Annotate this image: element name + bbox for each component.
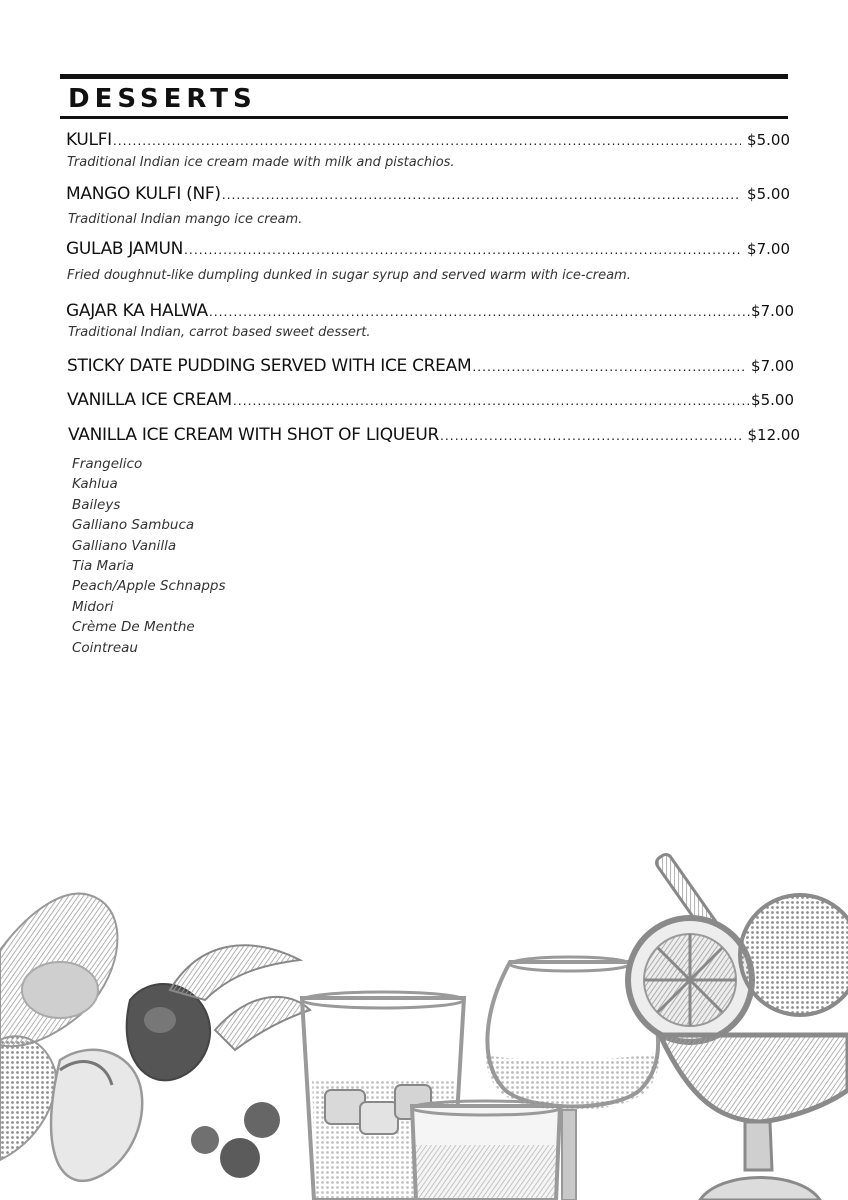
item-price: $7.00 bbox=[751, 302, 794, 320]
dot-leader bbox=[184, 241, 741, 257]
dot-leader bbox=[113, 132, 741, 148]
desserts-drinks-illustration bbox=[0, 840, 848, 1200]
shot-glass-illustration bbox=[412, 1101, 560, 1200]
dot-leader bbox=[209, 303, 751, 319]
liqueur-option: Cointreau bbox=[72, 639, 138, 656]
menu-item-kulfi bbox=[66, 130, 790, 150]
liqueur-option: Peach/Apple Schnapps bbox=[72, 578, 226, 595]
item-price: $5.00 bbox=[751, 391, 794, 409]
liqueur-option: Frangelico bbox=[72, 456, 143, 472]
menu-item-mango-kulfi bbox=[66, 184, 790, 204]
item-name: STICKY DATE PUDDING SERVED WITH ICE CREAM bbox=[67, 356, 472, 376]
item-name: VANILLA ICE CREAM bbox=[67, 390, 232, 410]
fruit-illustration bbox=[0, 894, 310, 1181]
item-name: VANILLA ICE CREAM WITH SHOT OF LIQUEUR bbox=[68, 425, 440, 445]
liqueur-option: Galliano Sambuca bbox=[72, 517, 195, 534]
item-price: $7.00 bbox=[747, 240, 790, 258]
dot-leader bbox=[472, 358, 745, 374]
dot-leader bbox=[222, 186, 741, 202]
item-description: Fried doughnut-like dumpling dunked in sugar syrup and served warm with ice-cream. bbox=[67, 268, 631, 283]
menu-item-gulab-jamun bbox=[66, 239, 790, 259]
menu-item-sticky-date-pudding bbox=[67, 356, 794, 376]
menu-item-gajar-ka-halwa bbox=[66, 301, 794, 321]
liqueur-option: Baileys bbox=[72, 496, 121, 513]
item-description: Traditional Indian mango ice cream. bbox=[68, 212, 303, 227]
item-name: GULAB JAMUN bbox=[66, 239, 184, 259]
title-rule-bottom bbox=[60, 116, 788, 119]
title-rule-top bbox=[60, 74, 788, 79]
item-name: MANGO KULFI (NF) bbox=[66, 184, 221, 204]
item-description: Traditional Indian ice cream made with milk and pistachios. bbox=[67, 155, 455, 170]
sundae-illustration bbox=[628, 852, 848, 1200]
item-description: Traditional Indian, carrot based sweet dessert. bbox=[68, 325, 371, 340]
menu-item-vanilla-ice-cream-liqueur bbox=[68, 425, 800, 445]
item-price: $5.00 bbox=[747, 185, 790, 203]
liqueur-option: Midori bbox=[72, 598, 114, 615]
liqueur-option: Kahlua bbox=[72, 476, 118, 493]
liqueur-option: Tia Maria bbox=[72, 558, 135, 575]
liqueur-option: Crème De Menthe bbox=[72, 619, 195, 636]
section-title: DESSERTS bbox=[68, 84, 257, 114]
dot-leader bbox=[233, 392, 751, 408]
liqueur-option: Galliano Vanilla bbox=[72, 537, 177, 554]
item-price: $5.00 bbox=[747, 131, 790, 149]
menu-item-vanilla-ice-cream bbox=[67, 390, 794, 410]
item-price: $12.00 bbox=[747, 426, 800, 444]
liqueur-list bbox=[72, 454, 226, 658]
dot-leader bbox=[440, 427, 743, 443]
item-name: GAJAR KA HALWA bbox=[66, 301, 208, 321]
item-price: $7.00 bbox=[751, 357, 794, 375]
item-name: KULFI bbox=[66, 130, 112, 150]
